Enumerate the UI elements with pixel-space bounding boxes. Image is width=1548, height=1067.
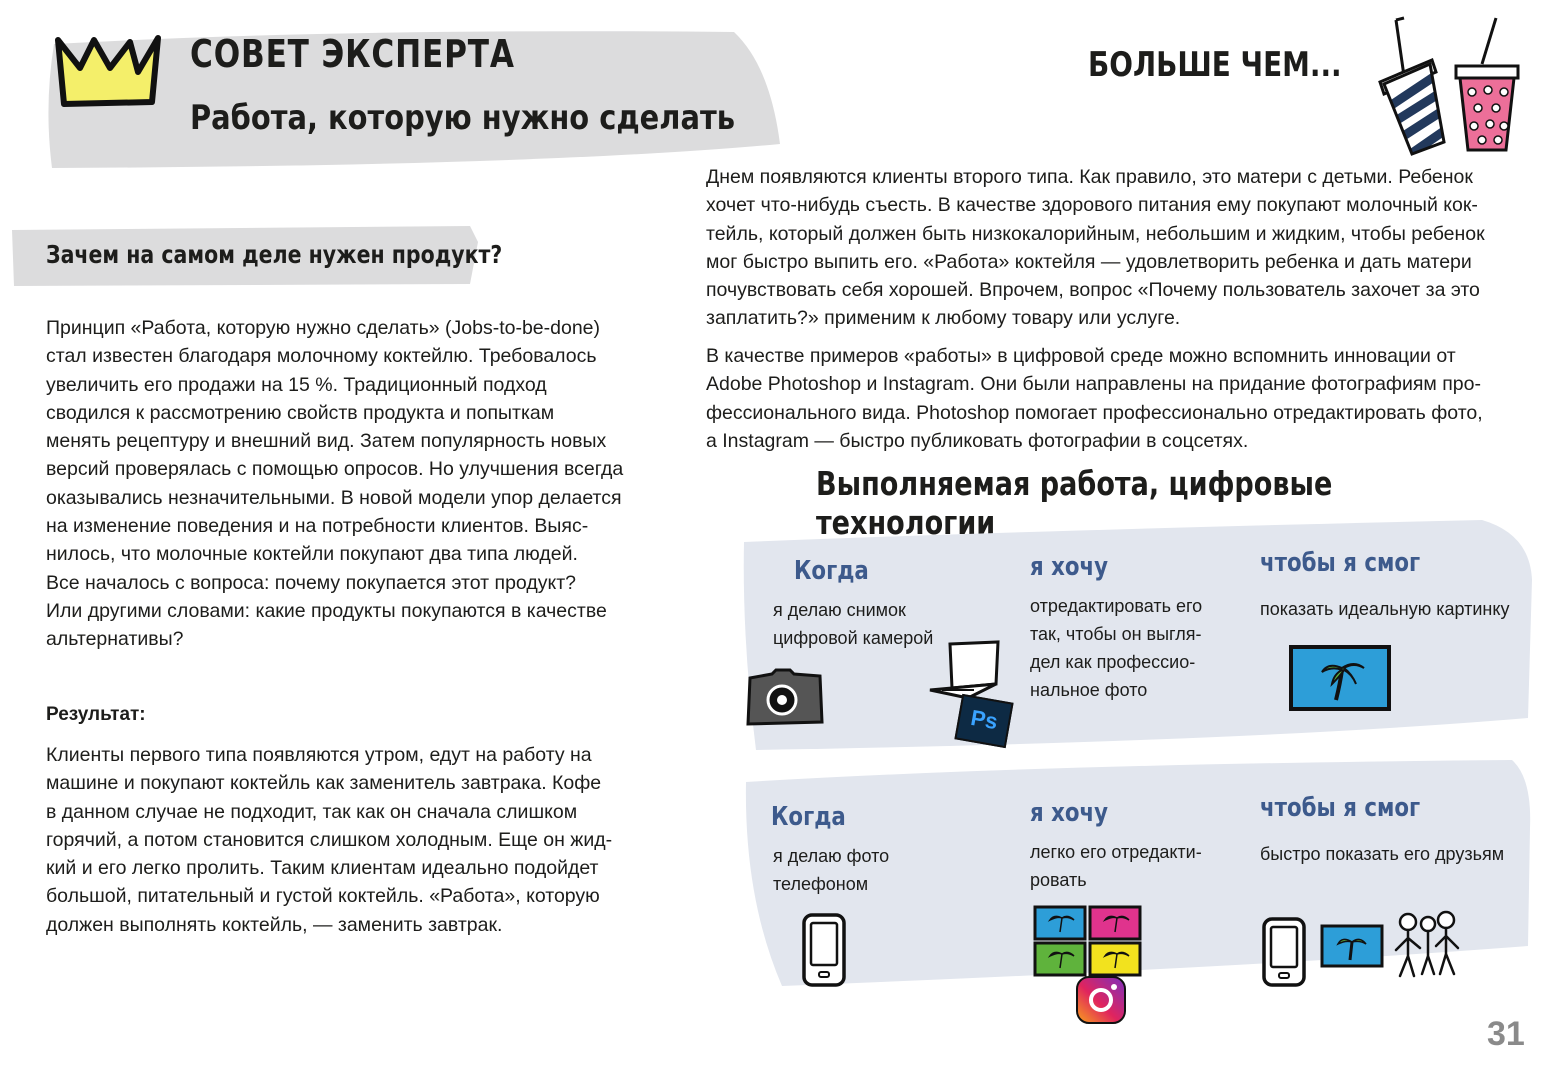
filtered-photos-icon: [1032, 904, 1144, 978]
jobs-digital-title: Выполняемая работа, цифровые технологии: [816, 464, 1333, 542]
camera-icon: [744, 668, 826, 728]
panel1-when-text: я делаю снимок цифровой камерой: [773, 600, 934, 648]
panel2-want-heading: я хочу: [1030, 798, 1109, 828]
digital-examples-paragraph: В качестве примеров «работы» в цифровой среде можно вспомнить инновации от Adobe Photoshop и Instagram. Они были направлены на придание фотографиям про- фессионального вида. Photoshop помогает профессионально отредактировать фото, а Instagram — быстро публиковать фотографии в соцсетях.: [706, 345, 1483, 452]
panel2-so-text: быстро показать его друзьям: [1260, 844, 1505, 864]
palm-picture-icon: [1288, 644, 1392, 712]
intro-paragraph: Принцип «Работа, которую нужно сделать» (Jobs-to-be-done) стал известен благодаря молочному коктейлю. Требовалось увеличить его продажи на 15 %. Традиционный подход сводился к рассмотрению свойств продукта и попыткам менять рецептуру и внешний вид. Затем популярность новых версий проверялась с помощью опросов. Но улучшения всегда оказывались незначительными. В новой модели упор делается на изменение поведения и на потребности клиентов. Выяс- нилось, что молочные коктейли покупают два типа людей. Все началось с вопроса: почему покупается этот продукт? Или другими словами: какие продукты покупаются в качестве альтернативы?: [46, 317, 624, 651]
second-type-paragraph: Днем появляются клиенты второго типа. Как правило, это матери с детьми. Ребенок хочет что-нибудь съесть. В качестве здорового питания ему покупают молочный кок- тейль, который должен быть низкокалорийным, небольшим и жидким, чтобы ребенок мог быстро выпить его. «Работа» коктейля — удовлетворить ребенка и дать матери почувствовать себя хорошей. Впрочем, вопрос «Почему пользователь захочет за это заплатить?» применим к любому товару или услуге.: [706, 166, 1485, 330]
milkshake-cups-icon: [1378, 14, 1524, 158]
instagram-icon: [1074, 974, 1128, 1026]
smartphone-icon: [800, 912, 848, 988]
result-paragraph: Клиенты первого типа появляются утром, едут на работу на машине и покупают коктейль как заменитель завтрака. Кофе в данном случае не подходит, так как он сначала слишком горячий, а потом становится слишком холодным. Еще он жид- кий и его легко пролить. Таким клиентам идеально подойдет большой, питательный и густой коктейль. «Работа», которую должен выполнять коктейль, — заменить завтрак.: [46, 744, 613, 936]
panel1-when-heading: Когда: [794, 556, 869, 586]
crown-icon: [52, 34, 164, 110]
panel2-want-text: легко его отредакти- ровать: [1030, 842, 1202, 890]
panel1-want-text: отредактировать его так, чтобы он выгля- дел как профессио- нальное фото: [1030, 596, 1203, 700]
result-heading: Результат:: [46, 704, 146, 725]
smartphone-icon: [1260, 916, 1308, 988]
photoshop-icon: Ps: [954, 694, 1013, 748]
panel2-when-text: я делаю фото телефоном: [773, 846, 890, 894]
banner-subtitle: Работа, которую нужно сделать: [190, 98, 735, 138]
panel1-so-heading: чтобы я смог: [1260, 548, 1421, 578]
more-than-title: БОЛЬШЕ ЧЕМ...: [1088, 45, 1342, 85]
section-title: Зачем на самом деле нужен продукт?: [46, 240, 503, 269]
panel1-so-text: показать идеальную картинку: [1260, 599, 1510, 619]
palm-picture-icon: [1320, 924, 1384, 968]
panel2-so-heading: чтобы я смог: [1260, 793, 1421, 823]
panel1-want-heading: я хочу: [1030, 552, 1109, 582]
panel2-when-heading: Когда: [771, 802, 846, 832]
laptop-icon: [928, 640, 1002, 700]
friends-icon: [1392, 910, 1462, 980]
page-number: 31: [1487, 1015, 1525, 1053]
banner-title: СОВЕТ ЭКСПЕРТА: [190, 32, 515, 76]
